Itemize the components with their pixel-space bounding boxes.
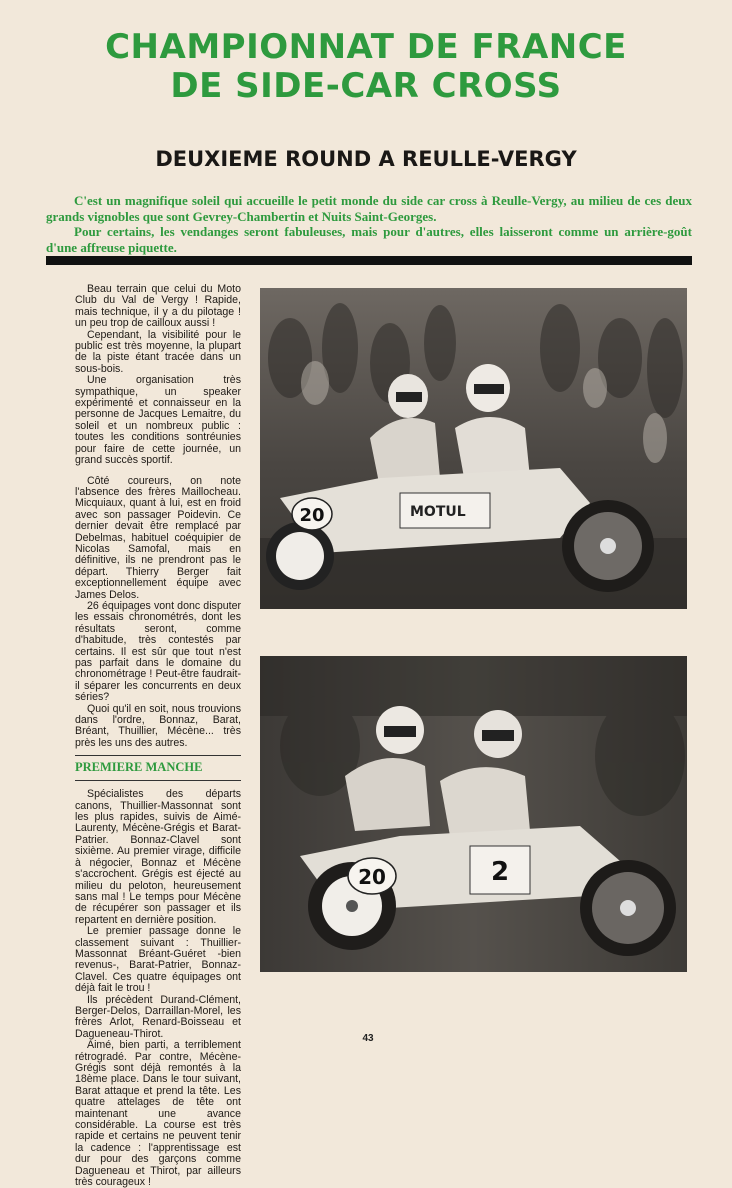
intro-text-2: Pour certains, les vendanges seront fabuleuses, mais pour d'autres, elles laisseront comme un arrière-goût d'une affreuse piquette. <box>46 224 692 255</box>
body-paragraph: Côté coureurs, on note l'absence des frères Maillocheau. Micquiaux, quant à lui, est en froid avec son passager Poidevin. Ce dernier devait être remplacé par Debelmas, habituel coéquipier de Nicolas Samofal, mais en définitive, ils ne prendront pas le départ. Thierry Berger fait exceptionnellement équipe avec James Delos. <box>75 474 241 601</box>
page-title <box>40 28 692 106</box>
body-paragraph: Cependant, la visibilité pour le public est très moyenne, la plupart de la piste étant tracée dans un sous-bois. <box>75 328 241 375</box>
sidecar-photo-top <box>260 288 687 609</box>
section-heading: PREMIERE MANCHE <box>75 755 241 774</box>
article-subtitle: DEUXIEME ROUND A REULLE-VERGY <box>155 147 577 171</box>
section-paragraph: Spécialistes des départs canons, Thuillier-Massonnat sont les plus rapides, suivis de Aimé-Laurenty, Mécène-Grégis et Barat-Patrier. Bonnaz-Clavel sont sixième. Au premier virage, difficile à négocier, Bonnaz et Mécène s'accrochent. Grégis est éjecté au milieu du peloton, heureusement sans mal ! Le temps pour Mécène de récupérer son passager et ils repartent en dernière position. <box>75 788 241 926</box>
title-line-2: DE SIDE-CAR CROSS <box>170 66 562 106</box>
intro-text-1: C'est un magnifique soleil qui accueille le petit monde du side car cross à Reulle-Vergy, au milieu de ces deux grands vignobles que sont Gevrey-Chambertin et Nuits Saint-Georges. <box>46 193 692 224</box>
body-paragraph: 26 équipages vont donc disputer les essais chronométrés, dont les résultats seront, comme d'habitude, très contestés par certains. Il est sûr que tout n'est pas parfait dans le domaine du chronométrage ! Peut-être faudrait-il séparer les concurrents en deux séries? <box>75 599 241 704</box>
intro-paragraph <box>46 193 692 255</box>
body-paragraph: Quoi qu'il en soit, nous trouvions dans l'ordre, Bonnaz, Barat, Bréant, Thuillier, Mécène... très près les uns des autres. <box>75 702 241 749</box>
section-paragraph: Ils précèdent Durand-Clément, Berger-Delos, Darraillan-Morel, les frères Arlot, Renard-Boisseau et Dagueneau-Thirot. <box>75 993 241 1040</box>
divider-bar <box>46 256 692 265</box>
body-paragraph: Beau terrain que celui du Moto Club du Val de Vergy ! Rapide, mais technique, il y a du pilotage ! un peu trop de cailloux aussi ! <box>75 283 241 330</box>
number-plate: 20 <box>358 865 386 889</box>
sponsor-decal: MOTUL <box>410 504 466 520</box>
section-rule <box>75 780 241 781</box>
side-plate: 2 <box>490 857 510 887</box>
section-paragraph: Le premier passage donne le classement suivant : Thuillier-Massonnat Bréant-Guéret -bien revenus-, Barat-Patrier, Bonnaz-Clavel. Ces quatre équipages ont déjà fait le trou ! <box>75 925 241 995</box>
text-column <box>75 284 241 1188</box>
section-paragraph: Aimé, bien parti, a terriblement rétrogradé. Par contre, Mécène-Grégis sont déjà remontés à la 18ème place. Dans le tour suivant, Barat attaque et prend la tête. Les quatre attelages de tête ont maintenant une avance considérable. La course est très rapide et certains ne peuvent tenir la cadence : l'apprentissage est dur pour des garçons comme Dagueneau et Thirot, par ailleurs très courageux ! <box>75 1039 241 1188</box>
number-plate: 20 <box>299 505 325 526</box>
body-paragraph: Une organisation très sympathique, un speaker expérimenté et connaisseur en la personne de Jacques Lemaitre, du soleil et un nombreux public : toutes les conditions sontréunies pour faire de cette journée, un grand succès sportif. <box>75 374 241 467</box>
title-line-1: CHAMPIONNAT DE FRANCE <box>105 27 627 67</box>
sidecar-photo-bottom <box>260 656 687 972</box>
page-number: 43 <box>362 1033 374 1044</box>
